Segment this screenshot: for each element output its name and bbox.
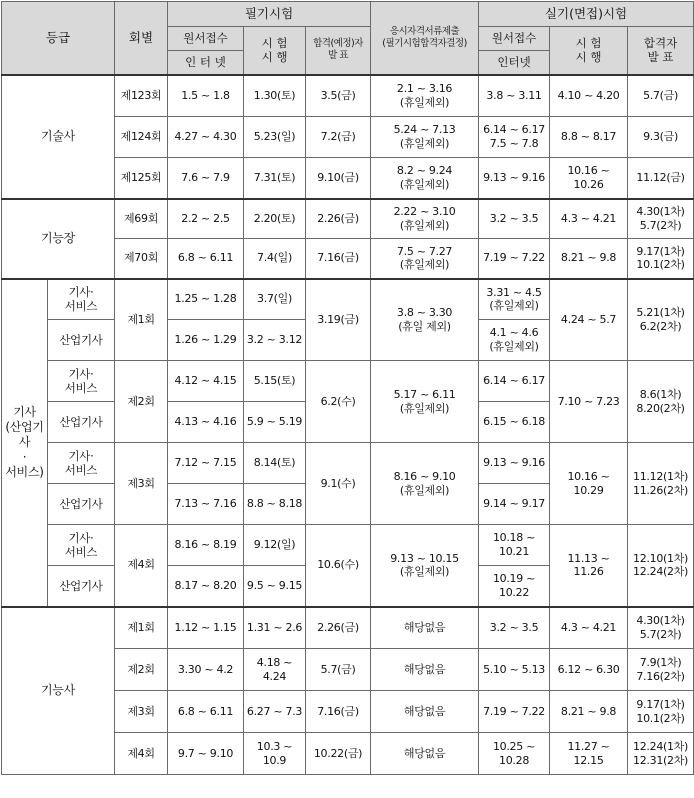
round-cell: 제124회 — [115, 117, 168, 158]
written-apply-cell: 3.30 ~ 4.2 — [168, 649, 244, 691]
written-result-cell: 7.16(금) — [306, 691, 371, 733]
written-result-cell: 2.26(금) — [306, 199, 371, 239]
docs-cell: 7.5 ~ 7.27 (휴일제외) — [371, 239, 479, 279]
practical-apply-cell: 7.19 ~ 7.22 — [479, 239, 550, 279]
written-result-cell: 9.10(금) — [306, 158, 371, 199]
header-grade: 등급 — [2, 2, 115, 75]
table-row — [2, 525, 694, 566]
sub-industrial: 산업기사 — [48, 566, 115, 607]
written-result-cell: 5.7(금) — [306, 649, 371, 691]
practical-result-cell: 12.24(1차) 12.31(2차) — [628, 733, 694, 775]
round-cell: 제2회 — [115, 361, 168, 443]
header-round: 회별 — [115, 2, 168, 75]
written-result-cell: 10.22(금) — [306, 733, 371, 775]
practical-result-cell: 7.9(1차) 7.16(2차) — [628, 649, 694, 691]
written-apply-cell: 7.6 ~ 7.9 — [168, 158, 244, 199]
practical-apply-cell: 4.1 ~ 4.6 (휴일제외) — [479, 320, 550, 361]
written-result-cell: 7.16(금) — [306, 239, 371, 279]
practical-exam-cell: 11.13 ~ 11.26 — [550, 525, 628, 607]
written-result-cell: 10.6(수) — [306, 525, 371, 607]
written-apply-cell: 8.16 ~ 8.19 — [168, 525, 244, 566]
written-exam-cell: 4.18 ~ 4.24 — [244, 649, 306, 691]
practical-result-cell: 4.30(1차) 5.7(2차) — [628, 607, 694, 649]
practical-exam-cell: 4.3 ~ 4.21 — [550, 199, 628, 239]
practical-result-cell: 5.21(1차) 6.2(2차) — [628, 279, 694, 361]
written-exam-cell: 3.7(일) — [244, 279, 306, 320]
written-exam-cell: 1.31 ~ 2.6 — [244, 607, 306, 649]
written-apply-cell: 9.7 ~ 9.10 — [168, 733, 244, 775]
written-apply-cell: 8.17 ~ 8.20 — [168, 566, 244, 607]
group-gisa: 기사 (산업기사 · 서비스) — [2, 279, 48, 607]
written-exam-cell: 1.30(토) — [244, 75, 306, 117]
round-cell: 제3회 — [115, 443, 168, 525]
header-docs: 응시자격서류제출 (필기시험합격자결정) — [371, 2, 479, 75]
sub-industrial: 산업기사 — [48, 402, 115, 443]
table-row — [2, 607, 694, 649]
written-exam-cell: 6.27 ~ 7.3 — [244, 691, 306, 733]
written-result-cell: 2.26(금) — [306, 607, 371, 649]
docs-cell: 5.24 ~ 7.13 (휴일제외) — [371, 117, 479, 158]
practical-exam-cell: 4.24 ~ 5.7 — [550, 279, 628, 361]
header-written-exam: 시 험 시 행 — [244, 27, 306, 75]
written-apply-cell: 1.26 ~ 1.29 — [168, 320, 244, 361]
practical-result-cell: 9.3(금) — [628, 117, 694, 158]
header-practical-result: 합격자 발 표 — [628, 27, 694, 75]
practical-apply-cell: 5.10 ~ 5.13 — [479, 649, 550, 691]
written-apply-cell: 6.8 ~ 6.11 — [168, 239, 244, 279]
practical-result-cell: 5.7(금) — [628, 75, 694, 117]
sub-service: 기사· 서비스 — [48, 361, 115, 402]
written-exam-cell: 7.4(일) — [244, 239, 306, 279]
round-cell: 제70회 — [115, 239, 168, 279]
practical-apply-cell: 10.18 ~ 10.21 — [479, 525, 550, 566]
table-row — [2, 279, 694, 320]
table-row — [2, 199, 694, 239]
written-exam-cell: 10.3 ~ 10.9 — [244, 733, 306, 775]
group-gineungjang: 기능장 — [2, 199, 115, 279]
practical-result-cell: 9.17(1차) 10.1(2차) — [628, 239, 694, 279]
table-row — [2, 361, 694, 402]
written-result-cell: 3.5(금) — [306, 75, 371, 117]
docs-cell: 2.22 ~ 3.10 (휴일제외) — [371, 199, 479, 239]
round-cell: 제125회 — [115, 158, 168, 199]
group-gineungsa: 기능사 — [2, 607, 115, 775]
written-result-cell: 7.2(금) — [306, 117, 371, 158]
practical-apply-cell: 10.25 ~ 10.28 — [479, 733, 550, 775]
practical-result-cell: 4.30(1차) 5.7(2차) — [628, 199, 694, 239]
table-row — [2, 443, 694, 484]
docs-cell: 해당없음 — [371, 733, 479, 775]
practical-apply-cell: 6.14 ~ 6.17 — [479, 361, 550, 402]
header-practical-exam: 시 험 시 행 — [550, 27, 628, 75]
table-row — [2, 75, 694, 117]
written-exam-cell: 8.14(토) — [244, 443, 306, 484]
written-apply-cell: 7.12 ~ 7.15 — [168, 443, 244, 484]
practical-apply-cell: 3.8 ~ 3.11 — [479, 75, 550, 117]
sub-industrial: 산업기사 — [48, 320, 115, 361]
practical-result-cell: 11.12(금) — [628, 158, 694, 199]
docs-cell: 8.2 ~ 9.24 (휴일제외) — [371, 158, 479, 199]
written-result-cell: 3.19(금) — [306, 279, 371, 361]
docs-cell: 해당없음 — [371, 691, 479, 733]
round-cell: 제4회 — [115, 733, 168, 775]
docs-cell: 해당없음 — [371, 607, 479, 649]
header-written-internet: 인 터 넷 — [168, 51, 244, 75]
written-exam-cell: 3.2 ~ 3.12 — [244, 320, 306, 361]
header-written-apply: 원서접수 — [168, 27, 244, 51]
written-exam-cell: 8.8 ~ 8.18 — [244, 484, 306, 525]
round-cell: 제123회 — [115, 75, 168, 117]
written-exam-cell: 9.12(일) — [244, 525, 306, 566]
practical-exam-cell: 8.8 ~ 8.17 — [550, 117, 628, 158]
practical-exam-cell: 10.16 ~ 10.26 — [550, 158, 628, 199]
written-apply-cell: 1.25 ~ 1.28 — [168, 279, 244, 320]
practical-result-cell: 8.6(1차) 8.20(2차) — [628, 361, 694, 443]
docs-cell: 5.17 ~ 6.11 (휴일제외) — [371, 361, 479, 443]
docs-cell: 해당없음 — [371, 649, 479, 691]
round-cell: 제69회 — [115, 199, 168, 239]
practical-apply-cell: 6.15 ~ 6.18 — [479, 402, 550, 443]
header-practical-apply: 원서접수 — [479, 27, 550, 51]
practical-exam-cell: 11.27 ~ 12.15 — [550, 733, 628, 775]
written-apply-cell: 1.12 ~ 1.15 — [168, 607, 244, 649]
written-exam-cell: 7.31(토) — [244, 158, 306, 199]
practical-apply-cell: 7.19 ~ 7.22 — [479, 691, 550, 733]
docs-cell: 3.8 ~ 3.30 (휴일 제외) — [371, 279, 479, 361]
practical-exam-cell: 8.21 ~ 9.8 — [550, 691, 628, 733]
practical-exam-cell: 8.21 ~ 9.8 — [550, 239, 628, 279]
written-apply-cell: 6.8 ~ 6.11 — [168, 691, 244, 733]
written-exam-cell: 5.9 ~ 5.19 — [244, 402, 306, 443]
header-practical: 실기(면접)시험 — [479, 2, 694, 27]
exam-schedule-table — [1, 1, 694, 775]
practical-apply-cell: 3.31 ~ 4.5 (휴일제외) — [479, 279, 550, 320]
written-exam-cell: 9.5 ~ 9.15 — [244, 566, 306, 607]
practical-exam-cell: 7.10 ~ 7.23 — [550, 361, 628, 443]
written-result-cell: 9.1(수) — [306, 443, 371, 525]
practical-apply-cell: 3.2 ~ 3.5 — [479, 199, 550, 239]
written-exam-cell: 5.15(토) — [244, 361, 306, 402]
sub-service: 기사· 서비스 — [48, 279, 115, 320]
practical-exam-cell: 10.16 ~ 10.29 — [550, 443, 628, 525]
written-result-cell: 6.2(수) — [306, 361, 371, 443]
practical-apply-cell: 9.14 ~ 9.17 — [479, 484, 550, 525]
written-exam-cell: 2.20(토) — [244, 199, 306, 239]
practical-result-cell: 12.10(1차) 12.24(2차) — [628, 525, 694, 607]
round-cell: 제4회 — [115, 525, 168, 607]
round-cell: 제3회 — [115, 691, 168, 733]
written-apply-cell: 7.13 ~ 7.16 — [168, 484, 244, 525]
header-practical-internet: 인터넷 — [479, 51, 550, 75]
sub-service: 기사· 서비스 — [48, 525, 115, 566]
written-apply-cell: 4.13 ~ 4.16 — [168, 402, 244, 443]
practical-exam-cell: 6.12 ~ 6.30 — [550, 649, 628, 691]
docs-cell: 9.13 ~ 10.15 (휴일제외) — [371, 525, 479, 607]
practical-apply-cell: 6.14 ~ 6.17 7.5 ~ 7.8 — [479, 117, 550, 158]
round-cell: 제1회 — [115, 279, 168, 361]
written-apply-cell: 4.27 ~ 4.30 — [168, 117, 244, 158]
practical-result-cell: 11.12(1차) 11.26(2차) — [628, 443, 694, 525]
docs-cell: 8.16 ~ 9.10 (휴일제외) — [371, 443, 479, 525]
written-apply-cell: 4.12 ~ 4.15 — [168, 361, 244, 402]
written-exam-cell: 5.23(일) — [244, 117, 306, 158]
header-written: 필기시험 — [168, 2, 371, 27]
practical-apply-cell: 10.19 ~ 10.22 — [479, 566, 550, 607]
practical-apply-cell: 3.2 ~ 3.5 — [479, 607, 550, 649]
practical-apply-cell: 9.13 ~ 9.16 — [479, 443, 550, 484]
round-cell: 제1회 — [115, 607, 168, 649]
practical-apply-cell: 9.13 ~ 9.16 — [479, 158, 550, 199]
written-apply-cell: 1.5 ~ 1.8 — [168, 75, 244, 117]
sub-industrial: 산업기사 — [48, 484, 115, 525]
group-gisulsa: 기술사 — [2, 75, 115, 199]
practical-result-cell: 9.17(1차) 10.1(2차) — [628, 691, 694, 733]
practical-exam-cell: 4.3 ~ 4.21 — [550, 607, 628, 649]
written-apply-cell: 2.2 ~ 2.5 — [168, 199, 244, 239]
sub-service: 기사· 서비스 — [48, 443, 115, 484]
practical-exam-cell: 4.10 ~ 4.20 — [550, 75, 628, 117]
round-cell: 제2회 — [115, 649, 168, 691]
docs-cell: 2.1 ~ 3.16 (휴일제외) — [371, 75, 479, 117]
header-written-result: 합격(예정)자 발 표 — [306, 27, 371, 75]
